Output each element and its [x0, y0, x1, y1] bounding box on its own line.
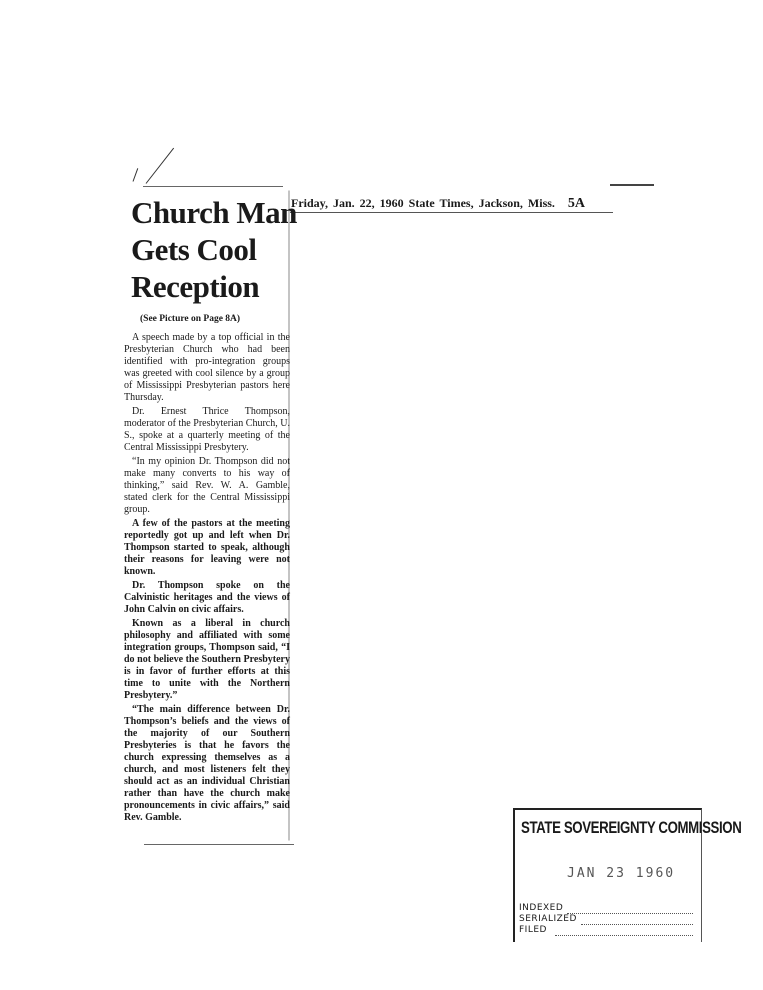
headline-line: Reception	[131, 269, 260, 304]
headline-line: Gets Cool	[131, 232, 257, 267]
see-picture-note: (See Picture on Page 8A)	[140, 314, 241, 324]
article-paragraph: “In my opinion Dr. Thompson did not make many converts to his way of thinking,” said Rev. W. A. Gamble, stated clerk for the Central Mississippi group.	[124, 456, 290, 515]
commission-stamp	[513, 808, 742, 942]
dateline-rule	[290, 212, 613, 213]
article-paragraph: “The main difference between Dr. Thompson’s beliefs and the views of the majority of our Southern Presbyteries is that he favors the church expressing themselves as a church, and most listeners felt they should act as an individual Christian rather than have the church make pronouncements in civic affairs,” said Rev. Gamble.	[124, 704, 290, 823]
stamp-row-filed: FILED	[519, 925, 547, 935]
article-paragraph: Dr. Ernest Thrice Thompson, moderator of the Presbyterian Church, U. S., spoke at a quarterly meeting of the Central Mississippi Presbytery.	[124, 406, 290, 453]
stamp-row-indexed: INDEXED	[519, 903, 564, 913]
stamp-row-line	[555, 935, 693, 936]
stamp-row-line	[581, 924, 693, 925]
article-paragraph: Dr. Thompson spoke on the Calvinistic heritages and the views of John Calvin on civic affairs.	[124, 580, 290, 615]
pen-mark	[610, 184, 654, 186]
headline-line: Church Man	[131, 195, 297, 230]
article-paragraph: A speech made by a top official in the Presbyterian Church who had been identified with pro-integration groups was greeted with cool silence by a group of Mississippi Presbyterian pastors here Thursday.	[124, 332, 290, 403]
dateline	[291, 196, 585, 212]
pen-mark	[133, 168, 139, 181]
article-paragraph: A few of the pastors at the meeting reportedly got up and left when Dr. Thompson started to speak, although their reasons for leaving were not known.	[124, 518, 290, 577]
stamp-row-line	[567, 913, 693, 914]
page-number: 5A	[567, 196, 586, 211]
clipping-bottom-rule	[144, 844, 294, 845]
clipping-top-rule	[143, 186, 283, 187]
article-body	[124, 332, 290, 826]
dateline-text: Friday, Jan. 22, 1960 State Times, Jackson, Miss.	[291, 196, 555, 210]
article-paragraph: Known as a liberal in church philosophy and affiliated with some integration groups, Thompson said, “I do not believe the Southern Presbytery is in favor of further efforts at this time to unite with the Northern Presbytery.”	[124, 618, 290, 701]
stamp-title: STATE SOVEREIGNTY COMMISSION	[521, 818, 742, 837]
stamp-row-serialized: SERIALIZED	[519, 914, 577, 924]
pen-mark	[146, 148, 174, 184]
stamp-date: JAN 23 1960	[567, 866, 676, 881]
